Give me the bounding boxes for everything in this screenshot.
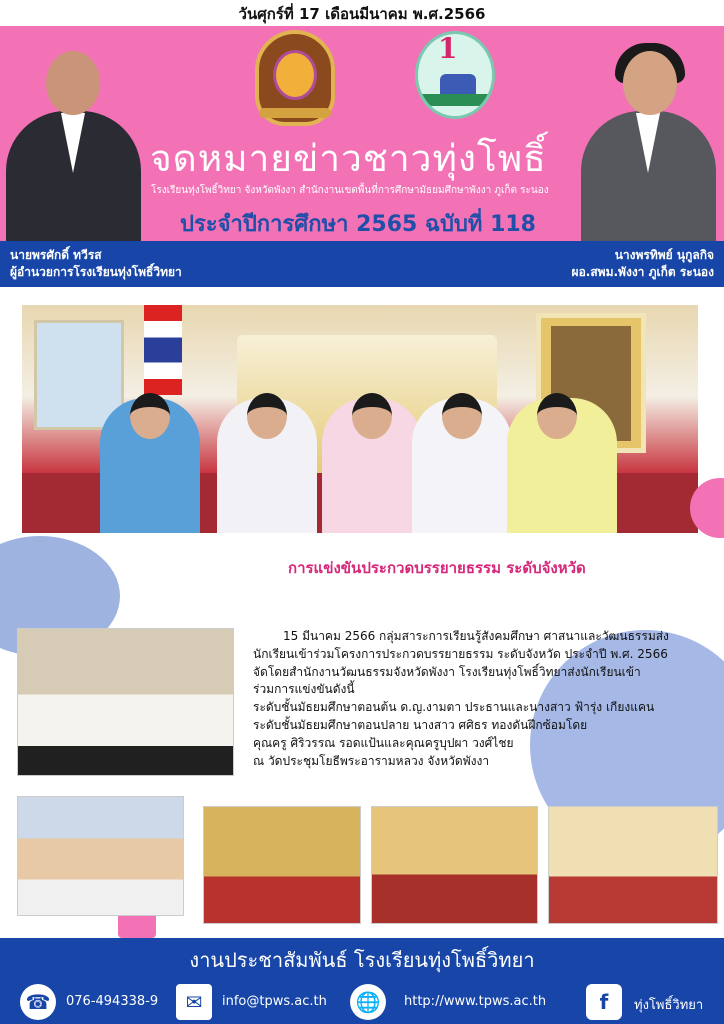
- facebook-link[interactable]: ทุ่งโพธิ์วิทยา: [634, 998, 704, 1013]
- footer: [0, 938, 724, 1024]
- newsletter-subtitle: โรงเรียนทุ่งโพธิ์วิทยา จังหวัดพังงา สำนักงานเขตพื้นที่การศึกษามัธยมศึกษาพังงา ภูเก็ต ระนอง: [151, 185, 549, 196]
- director-photo: [6, 41, 141, 241]
- mail-icon: ✉: [176, 984, 212, 1020]
- date-line: วันศุกร์ที่ 17 เดือนมีนาคม พ.ศ.2566: [238, 5, 486, 23]
- article-line: นักเรียนเข้าร่วมโครงการประกวดบรรยายธรรม ระดับจังหวัด ประจำปี พ.ศ. 2566: [253, 646, 668, 661]
- name-bar: [0, 241, 724, 287]
- band-logo: 1: [415, 31, 495, 119]
- main-event-photo: [22, 305, 698, 533]
- phone-number: 076-494338-9: [66, 994, 159, 1009]
- phone-icon: ☎: [20, 984, 56, 1020]
- article-line: 15 มีนาคม 2566 กลุ่มสาระการเรียนรู้สังคมศึกษา ศาสนาและวัฒนธรรมส่ง: [283, 629, 669, 643]
- article-title: การแข่งขันประกวดบรรยายธรรม ระดับจังหวัด: [288, 559, 586, 577]
- website-link[interactable]: http://www.tpws.ac.th: [404, 994, 547, 1009]
- contest-photo-2: [371, 806, 538, 924]
- left-person-name: นายพรศักดิ์ ทวีรส: [10, 248, 102, 262]
- article-line: ระดับชั้นมัธยมศึกษาตอนต้น ด.ญ.งามตา ประธานและนางสาว ฟ้ารุ่ง เกียงแคน: [253, 700, 655, 715]
- article-line: คุณครู ศิริวรรณ รอดแป้นและคุณครูบุปผา วงศ์ไชย: [253, 735, 514, 750]
- footer-org: งานประชาสัมพันธ์ โรงเรียนทุ่งโพธิ์วิทยา: [189, 948, 535, 972]
- director-area-photo: [581, 41, 716, 241]
- newsletter-title: จดหมายข่าวชาวทุ่งโพธิ์: [150, 137, 547, 180]
- contest-photo-3: [548, 806, 718, 924]
- facebook-icon: f: [586, 984, 622, 1020]
- right-person-role: ผอ.สพม.พังงา ภูเก็ต ระนอง: [571, 265, 714, 279]
- school-logo: [255, 30, 335, 126]
- email-link[interactable]: info@tpws.ac.th: [222, 994, 327, 1009]
- article-body: [253, 628, 723, 770]
- article-line: ณ วัดประชุมโยธีพระอารามหลวง จังหวัดพังงา: [253, 753, 490, 768]
- header-banner: [0, 26, 724, 241]
- group-photo-1: [17, 628, 234, 776]
- article-line: ระดับชั้นมัธยมศึกษาตอนปลาย นางสาว ศศิธร ทองดันฝึกซ้อมโดย: [253, 717, 588, 732]
- left-person-role: ผู้อำนวยการโรงเรียนทุ่งโพธิ์วิทยา: [10, 265, 182, 279]
- right-person-name: นางพรทิพย์ นุกูลกิจ: [614, 248, 714, 262]
- group-photo-2: [17, 796, 184, 916]
- article-line: จัดโดยสำนักงานวัฒนธรรมจังหวัดพังงา โรงเรียนทุ่งโพธิ์วิทยาส่งนักเรียนเข้า: [253, 664, 641, 679]
- contest-photo-1: [203, 806, 361, 924]
- article-line: ร่วมการแข่งขันดังนี้: [253, 682, 355, 697]
- issue-number: ประจำปีการศึกษา 2565 ฉบับที่ 118: [180, 212, 536, 237]
- globe-icon: 🌐: [350, 984, 386, 1020]
